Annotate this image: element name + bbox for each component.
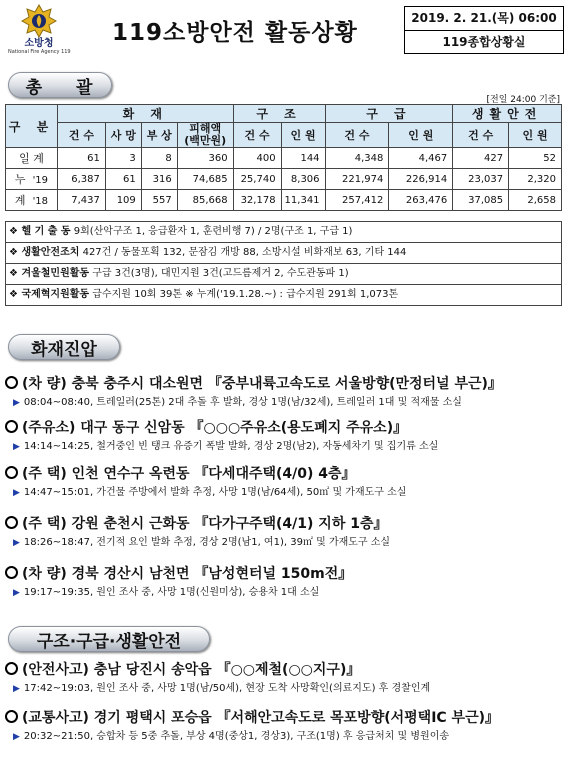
table-cell: 32,178 bbox=[233, 190, 281, 211]
list-item bbox=[5, 418, 563, 455]
logo-text: 소방청 bbox=[24, 38, 54, 49]
table-cell: 360 bbox=[177, 148, 233, 169]
col-header: 건 수 bbox=[453, 123, 509, 148]
list-item bbox=[5, 374, 563, 411]
table-cell: 11,341 bbox=[281, 190, 325, 211]
summary-notes bbox=[5, 221, 562, 306]
date-box bbox=[404, 6, 564, 54]
summary-table bbox=[5, 104, 562, 211]
incident-head: (주 택) 강원 춘천시 근화동 『다가구주택(4/1) 지하 1층』 bbox=[22, 516, 388, 532]
incident-head: (차 량) 충북 충주시 대소원면 『중부내륙고속도로 서울방향(만정터널 부근)』 bbox=[22, 376, 502, 392]
incident-detail: 08:04~08:40, 트레일러(25톤) 2대 추돌 후 발화, 경상 1명(남/32세), 트레일러 1대 및 적재물 소실 bbox=[23, 397, 462, 408]
col-header: 건 수 bbox=[233, 123, 281, 148]
table-cell: 52 bbox=[509, 148, 562, 169]
circle-bullet-icon bbox=[5, 516, 18, 529]
triangle-bullet-icon: ▶ bbox=[13, 488, 20, 498]
incident-head: (교통사고) 경기 평택시 포승읍 『서해안고속도로 목포방향(서평택IC 부근)』 bbox=[22, 710, 499, 726]
list-item bbox=[5, 708, 563, 745]
incident-head: (주 택) 인천 연수구 옥련동 『다세대주택(4/0) 4층』 bbox=[22, 466, 356, 482]
section-summary-pill: 총 괄 bbox=[8, 72, 112, 98]
table-cell: 109 bbox=[105, 190, 141, 211]
reference-time: [전일 24:00 기준] bbox=[486, 95, 560, 105]
note-winter-civil: ❖ 겨울철민원활동 구급 3건(3명), 대민지원 3건(고드름제거 2, 수도관동파 1) bbox=[6, 263, 561, 284]
row-label-cumulative-2019: 누 '19 bbox=[6, 169, 58, 190]
table-cell: 4,348 bbox=[325, 148, 389, 169]
table-cell: 226,914 bbox=[389, 169, 453, 190]
table-cell: 8,306 bbox=[281, 169, 325, 190]
table-cell: 2,658 bbox=[509, 190, 562, 211]
report-office: 119종합상황실 bbox=[405, 30, 563, 53]
report-date: 2019. 2. 21.(목) 06:00 bbox=[411, 11, 557, 25]
table-cell: 2,320 bbox=[509, 169, 562, 190]
triangle-bullet-icon: ▶ bbox=[13, 732, 20, 742]
group-header-fire: 화 재 bbox=[57, 105, 233, 123]
circle-bullet-icon bbox=[5, 420, 18, 433]
list-item bbox=[5, 660, 563, 697]
triangle-bullet-icon: ▶ bbox=[13, 588, 20, 598]
list-item bbox=[5, 564, 563, 601]
section-rescue-pill: 구조·구급·생활안전 bbox=[8, 626, 210, 652]
list-item bbox=[5, 514, 563, 551]
incident-detail: 17:42~19:03, 원인 조사 중, 사망 1명(남/50세), 현장 도착 사망확인(의료지도) 후 경찰인계 bbox=[23, 683, 431, 694]
table-cell: 144 bbox=[281, 148, 325, 169]
table-cell: 61 bbox=[57, 148, 105, 169]
col-header: 사 망 bbox=[105, 123, 141, 148]
circle-bullet-icon bbox=[5, 662, 18, 675]
fire-emblem-icon bbox=[21, 4, 57, 38]
note-water-support: ❖ 국제혁지원활동 급수지원 10회 39톤 ※ 누계('19.1.28.~) : 급수지원 291회 1,073톤 bbox=[6, 284, 561, 305]
triangle-bullet-icon: ▶ bbox=[13, 538, 20, 548]
note-safety-measures: ❖ 생활안전조치 427건 / 동물포획 132, 문잠김 개방 88, 소방시설 비화재보 63, 기타 144 bbox=[6, 242, 561, 263]
incident-head: (차 량) 경북 경산시 남천면 『남성현터널 150m전』 bbox=[22, 566, 353, 582]
page-title: 119소방안전 활동상황 bbox=[112, 20, 358, 46]
col-header: 인 원 bbox=[389, 123, 453, 148]
triangle-bullet-icon: ▶ bbox=[13, 442, 20, 452]
incident-detail: 18:26~18:47, 전기적 요인 발화 추정, 경상 2명(남1, 여1), 39㎡ 및 가재도구 소실 bbox=[23, 537, 391, 548]
table-cell: 8 bbox=[141, 148, 177, 169]
incident-detail: 20:32~21:50, 승합차 등 5중 추돌, 부상 4명(중상1, 경상3), 구조(1명) 후 응급처치 및 병원이송 bbox=[23, 731, 450, 742]
incident-detail: 14:47~15:01, 가건물 주방에서 발화 추정, 사망 1명(남/64세), 50㎡ 및 가재도구 소실 bbox=[23, 487, 407, 498]
group-header-category: 구 분 bbox=[6, 105, 58, 148]
logo-subtext: National Fire Agency 119 bbox=[8, 49, 71, 55]
section-fire-pill: 화재진압 bbox=[8, 334, 120, 360]
table-cell: 557 bbox=[141, 190, 177, 211]
list-item bbox=[5, 464, 563, 501]
circle-bullet-icon bbox=[5, 466, 18, 479]
incident-head: (안전사고) 충남 당진시 송악읍 『○○제철(○○지구)』 bbox=[22, 662, 361, 678]
agency-logo bbox=[8, 4, 70, 60]
row-label-cumulative-2018: 계 '18 bbox=[6, 190, 58, 211]
table-cell: 74,685 bbox=[177, 169, 233, 190]
col-header-damage: 피해액 (백만원) bbox=[177, 123, 233, 148]
group-header-ems: 구 급 bbox=[325, 105, 453, 123]
circle-bullet-icon bbox=[5, 566, 18, 579]
incident-detail: 14:14~14:25, 철거중인 빈 탱크 유증기 폭발 발화, 경상 2명(남2), 자동세차기 및 집기류 소실 bbox=[23, 441, 439, 452]
table-cell: 316 bbox=[141, 169, 177, 190]
table-cell: 61 bbox=[105, 169, 141, 190]
col-header: 부 상 bbox=[141, 123, 177, 148]
group-header-rescue: 구 조 bbox=[233, 105, 325, 123]
table-cell: 3 bbox=[105, 148, 141, 169]
table-cell: 7,437 bbox=[57, 190, 105, 211]
table-cell: 221,974 bbox=[325, 169, 389, 190]
col-header: 인 원 bbox=[509, 123, 562, 148]
triangle-bullet-icon: ▶ bbox=[13, 684, 20, 694]
col-header: 건 수 bbox=[325, 123, 389, 148]
table-cell: 263,476 bbox=[389, 190, 453, 211]
triangle-bullet-icon: ▶ bbox=[13, 398, 20, 408]
table-cell: 85,668 bbox=[177, 190, 233, 211]
circle-bullet-icon bbox=[5, 376, 18, 389]
circle-bullet-icon bbox=[5, 710, 18, 723]
row-label-daily: 일 계 bbox=[6, 148, 58, 169]
table-cell: 23,037 bbox=[453, 169, 509, 190]
table-cell: 4,467 bbox=[389, 148, 453, 169]
table-cell: 257,412 bbox=[325, 190, 389, 211]
group-header-safety: 생활안전 bbox=[453, 105, 562, 123]
incident-detail: 19:17~19:35, 원인 조사 중, 사망 1명(신원미상), 승용차 1대 소실 bbox=[23, 587, 320, 598]
table-cell: 427 bbox=[453, 148, 509, 169]
table-cell: 37,085 bbox=[453, 190, 509, 211]
col-header: 인 원 bbox=[281, 123, 325, 148]
col-header: 건 수 bbox=[57, 123, 105, 148]
table-cell: 6,387 bbox=[57, 169, 105, 190]
table-cell: 400 bbox=[233, 148, 281, 169]
note-helicopter: ❖ 헬 기 출 동 9회(산악구조 1, 응급환자 1, 훈련비행 7) / 2명(구조 1, 구급 1) bbox=[6, 221, 561, 242]
table-cell: 25,740 bbox=[233, 169, 281, 190]
incident-head: (주유소) 대구 동구 신암동 『○○○주유소(용도폐지 주유소)』 bbox=[22, 420, 408, 436]
